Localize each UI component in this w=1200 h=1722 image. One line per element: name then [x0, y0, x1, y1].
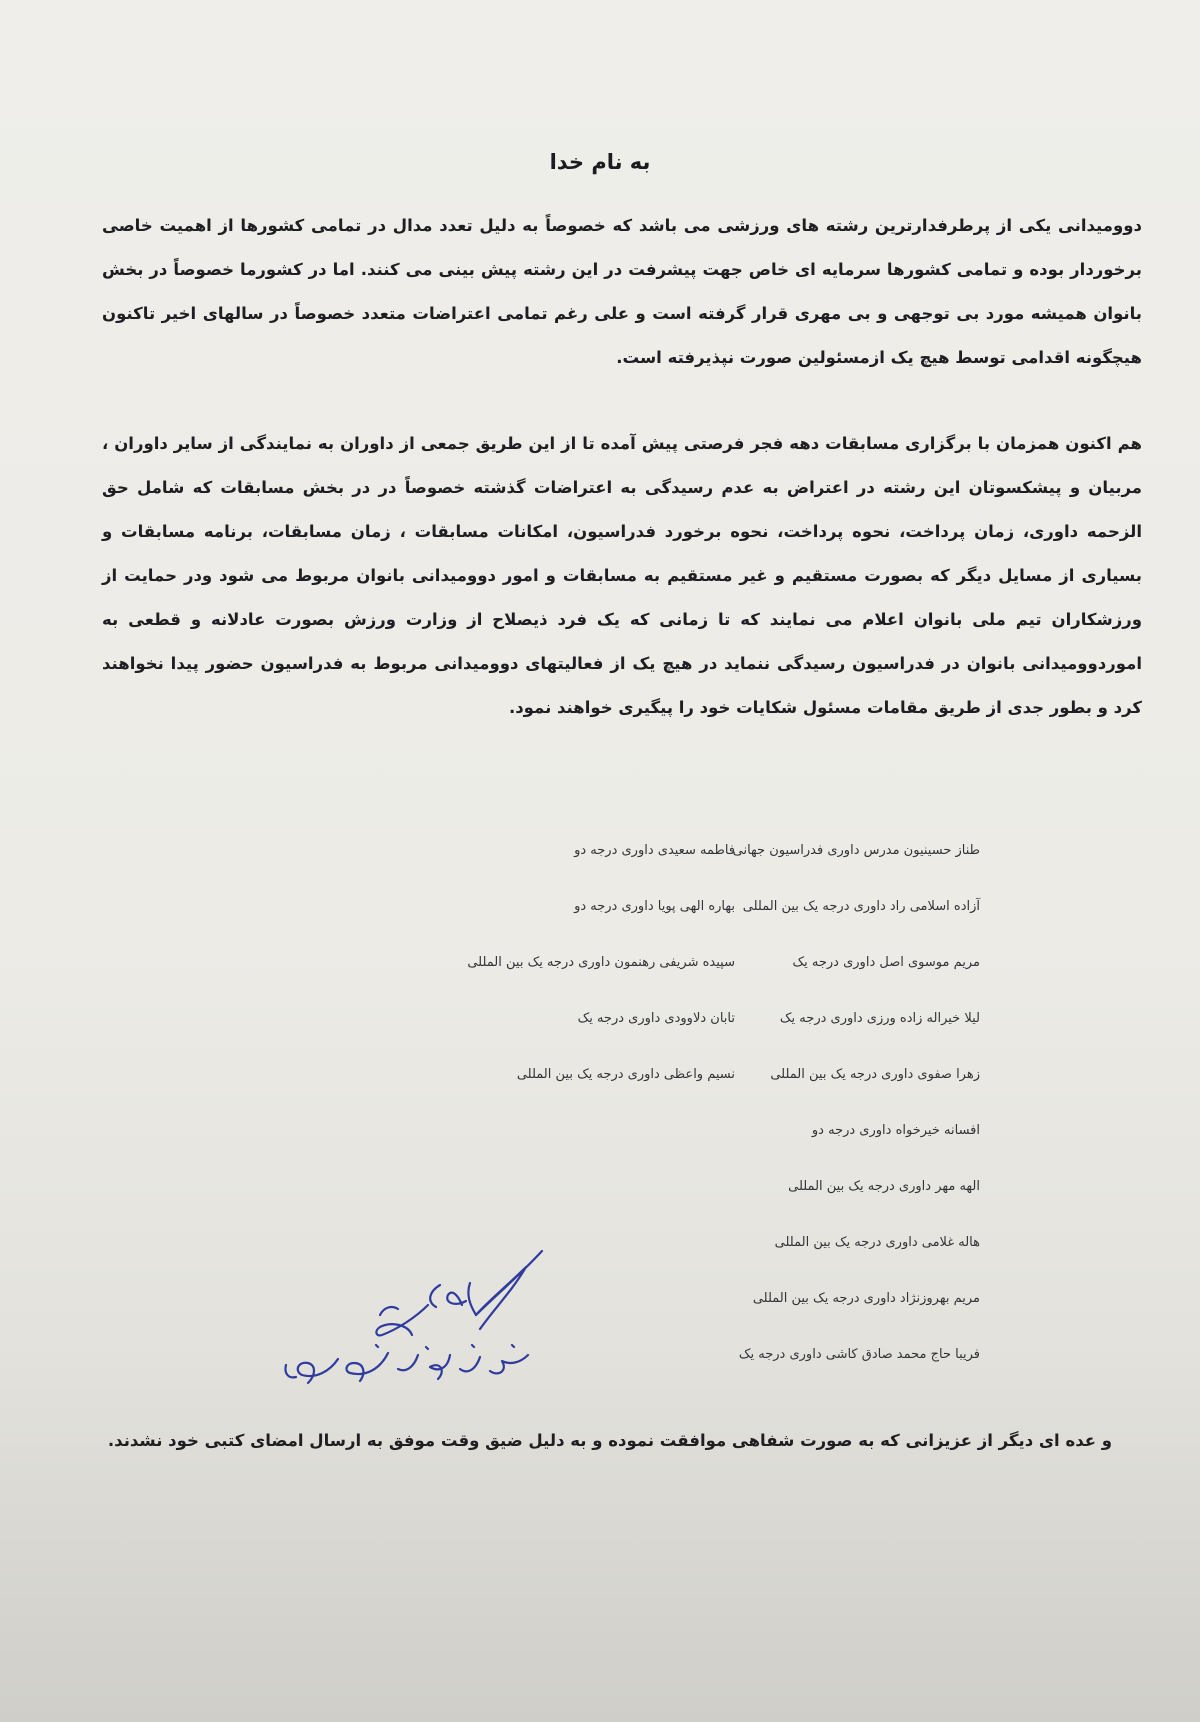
signatory-line: نسیم واعظی داوری درجه یک بین المللی: [516, 1067, 735, 1082]
signatory-line: سپیده شریفی رهنمون داوری درجه یک بین المللی: [467, 955, 735, 970]
signatory-line: زهرا صفوی داوری درجه یک بین المللی: [770, 1067, 980, 1082]
handwritten-signature: [262, 1245, 610, 1405]
signatory-line: تابان دلاوودی داوری درجه یک: [577, 1011, 735, 1026]
signatory-line: الهه مهر داوری درجه یک بین المللی: [788, 1179, 980, 1194]
paragraph-protest: هم اکنون همزمان با برگزاری مسابقات دهه فجر فرصتی پیش آمده تا از این طریق جمعی از داوران به نمایندگی از سایر داوران ، مربیان و پیشکسوتان این رشته در اعتراض به عدم رسیدگی به اعتراضات گذشته خصوصاً در در بخش مسابقات که شامل حق الزحمه داوری، زمان پرداخت، نحوه پرداخت، نحوه برخورد فدراسیون، امکانات مسابقات ، زمان مسابقات، برنامه مسابقات و بسیاری از مسایل دیگر که بصورت مستقیم و غیر مستقیم به مسابقات و امور دوومیدانی بانوان مربوط می شود ودر حمایت از ورزشکاران تیم ملی بانوان اعلام می نمایند که تا زمانی که یک فرد ذیصلاح از وزارت ورزش بصورت عادلانه و قطعی به اموردوومیدانی بانوان در فدراسیون رسیدگی ننماید در هیچ یک از فعالیتهای دوومیدانی مربوط به فدراسیون حضور پیدا نخواهند کرد و بطور جدی از طریق مقامات مسئول شکایات خود را پیگیری خواهند نمود.: [102, 434, 1142, 717]
signature-ink: [285, 1251, 542, 1383]
letter-heading: به نام خدا: [549, 150, 651, 174]
paragraph-intro: دوومیدانی یکی از پرطرفدارترین رشته های ورزشی می باشد که خصوصاً به دلیل تعدد مدال در تمامی کشورها از اهمیت خاصی برخوردار بوده و تمامی کشورها سرمایه ای خاص جهت پیشرفت در این رشته پیش بینی می کنند. اما در کشورما خصوصاً در بخش بانوان همیشه مورد بی توجهی و بی مهری قرار گرفته است و علی رغم تمامی اعتراضات متعدد خصوصاً در سالهای اخیر تاکنون هیچگونه اقدامی توسط هیچ یک ازمسئولین صورت نپذیرفته است.: [102, 216, 1142, 367]
signatories-left-column: [395, 840, 735, 1120]
signatory-line: مریم موسوی اصل داوری درجه یک: [792, 955, 980, 970]
signatory-line: مریم بهروزنژاد داوری درجه یک بین المللی: [752, 1291, 980, 1306]
signatory-line: فریبا حاج محمد صادق کاشی داوری درجه یک: [738, 1347, 980, 1362]
signatory-line: لیلا خیراله زاده ورزی داوری درجه یک: [779, 1011, 980, 1026]
signatory-line: بهاره الهی پویا داوری درجه دو: [574, 899, 735, 914]
signatory-line: افسانه خیرخواه داوری درجه دو: [811, 1123, 980, 1138]
signatory-line: هاله غلامی داوری درجه یک بین المللی: [774, 1235, 980, 1250]
signatory-line: فاطمه سعیدی داوری درجه دو: [574, 843, 735, 858]
signatory-line: طناز حسینیون مدرس داوری فدراسیون جهانی: [732, 843, 980, 858]
signatory-line: آزاده اسلامی راد داوری درجه یک بین المللی: [742, 899, 980, 914]
signature-note-text: طناز حسینیون به نمایندگی از دیگر عزیزان: [262, 1245, 280, 1246]
closing-note: و عده ای دیگر از عزیزانی که به صورت شفاهی موافقت نموده و به دلیل ضیق وقت موفق به ارسال امضای کتبی خود نشدند.: [107, 1431, 1112, 1450]
